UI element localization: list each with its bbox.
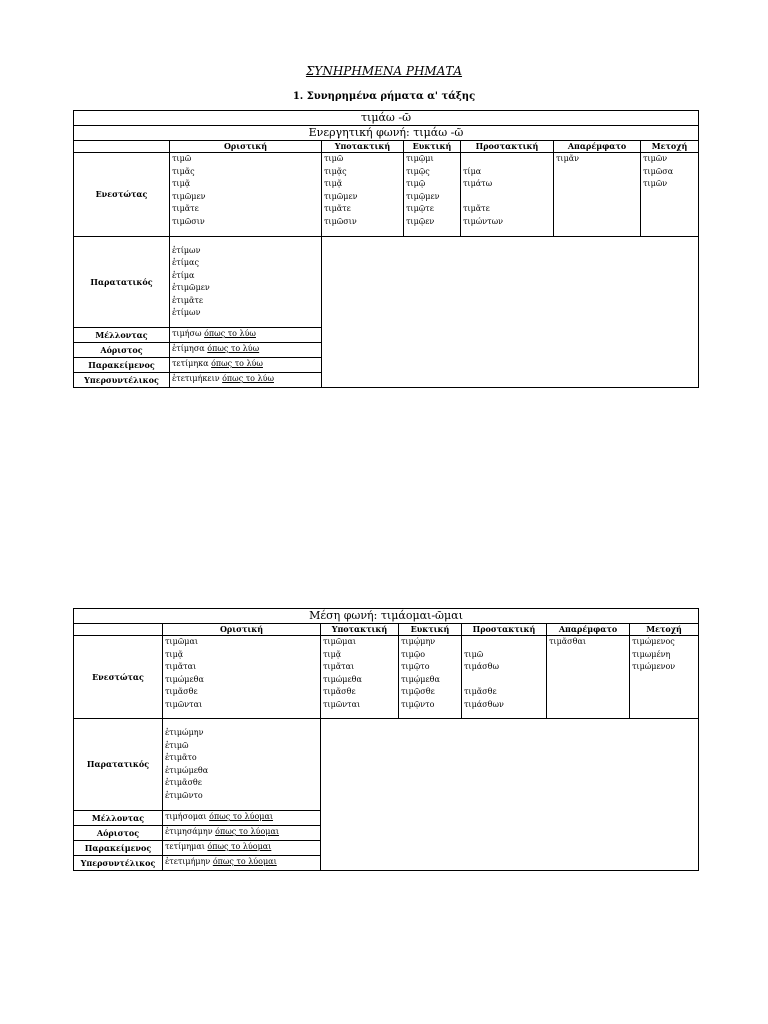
form: τιμῷντο: [401, 699, 435, 709]
perfect-form: τετίμηκα: [172, 359, 209, 368]
header-empty: [74, 141, 170, 153]
form: ἐτίμων: [172, 245, 201, 255]
form: ἐτίμων: [172, 308, 201, 317]
form: τιμᾷ: [172, 179, 191, 188]
see-also-link[interactable]: όπως το λύομαι: [215, 827, 280, 836]
header-oristiki: Οριστική: [170, 141, 322, 153]
form: τιμῶσιν: [324, 216, 357, 226]
form: τιμῷς: [406, 166, 430, 176]
future-cell: [163, 811, 321, 826]
form: τιμῶ: [324, 154, 344, 163]
form: τιμῶσα: [643, 166, 674, 176]
header-empty: [74, 624, 163, 636]
header-euktiki: Ευκτική: [399, 624, 462, 636]
active-voice-table: [73, 110, 699, 388]
blank-area: [321, 719, 699, 871]
header-aparemfato: Απαρέμφατο: [547, 624, 630, 636]
form: τιμᾶς: [172, 166, 195, 176]
present-prostaktiki-cell: [462, 636, 547, 719]
form: τιμῶσιν: [172, 216, 205, 226]
form: τιμῷεν: [406, 216, 435, 226]
present-oristiki-cell: [163, 636, 321, 719]
header-oristiki: Οριστική: [163, 624, 321, 636]
form: τιμῷ: [406, 179, 426, 188]
form: ἐτιμῶντο: [165, 790, 203, 800]
row-label-pluperfect: Υπερσυντέλικος: [74, 856, 163, 871]
form: τιμῷμεν: [406, 191, 440, 201]
row-label-future: Μέλλοντας: [74, 328, 170, 343]
form: τιμωμένη: [632, 649, 671, 659]
form: [463, 191, 551, 204]
form: τιμᾷ: [323, 649, 342, 659]
form: τιμᾷς: [324, 166, 347, 176]
form: ἐτιμῶμεν: [172, 283, 210, 292]
header-ypotaktiki: Υποτακτική: [321, 624, 399, 636]
verb-title: τιμάω -ῶ: [74, 111, 699, 126]
header-ypotaktiki: Υποτακτική: [322, 141, 404, 153]
imperfect-cell: [163, 719, 321, 811]
row-label-aorist: Αόριστος: [74, 826, 163, 841]
form: ἐτιμᾶτε: [172, 295, 204, 305]
pluperfect-form: ἐτετιμήμην: [165, 857, 211, 866]
form: τιμῶν: [643, 179, 668, 188]
form: [464, 636, 544, 649]
form: τιμώμεθα: [323, 674, 362, 684]
header-prostaktiki: Προστακτική: [462, 624, 547, 636]
row-label-imperfect: Παρατατικός: [74, 237, 170, 328]
header-prostaktiki: Προστακτική: [461, 141, 554, 153]
pluperfect-cell: [170, 373, 322, 388]
imperfect-cell: [170, 237, 322, 328]
present-euktiki-cell: [404, 153, 461, 237]
aorist-cell: [163, 826, 321, 841]
form: τιμῶμαι: [323, 637, 357, 646]
future-form: τιμήσομαι: [165, 812, 207, 821]
form: ἐτιμώμην: [165, 728, 204, 737]
row-label-future: Μέλλοντας: [74, 811, 163, 826]
present-aparemfato-cell: [554, 153, 641, 237]
form: τιμῷτε: [406, 204, 434, 213]
form: τιμώμενος: [632, 637, 675, 646]
header-metochi: Μετοχή: [630, 624, 699, 636]
form: τιμᾶτε: [324, 204, 351, 213]
header-metochi: Μετοχή: [641, 141, 699, 153]
form: τιμᾷ: [324, 179, 343, 188]
form: τιμάσθων: [464, 699, 504, 709]
form: τιμᾶτε: [463, 204, 490, 213]
form: τιμῷτο: [401, 662, 430, 671]
present-oristiki-cell: [170, 153, 322, 237]
row-label-perfect: Παρακείμενος: [74, 358, 170, 373]
form: τιμῶ: [464, 649, 484, 659]
form: τιμάσθω: [464, 662, 499, 671]
form: τιμᾶν: [556, 154, 580, 163]
form: τιμᾶτε: [172, 204, 199, 213]
see-also-link[interactable]: όπως το λύω: [211, 359, 263, 368]
row-label-present: Ενεστώτας: [74, 153, 170, 237]
form: τιμῶμεν: [172, 191, 206, 201]
present-metochi-cell: [630, 636, 699, 719]
present-prostaktiki-cell: [461, 153, 554, 237]
form: τιμῶν: [643, 154, 668, 163]
form: ἐτιμώμεθα: [165, 765, 209, 775]
present-metochi-cell: [641, 153, 699, 237]
row-label-imperfect: Παρατατικός: [74, 719, 163, 811]
form: τιμώμενον: [632, 662, 676, 671]
form: τιμάτω: [463, 179, 493, 188]
future-form: τιμήσω: [172, 329, 202, 338]
form: ἐτίμα: [172, 270, 195, 280]
form: τιμᾶσθε: [165, 687, 198, 696]
see-also-link[interactable]: όπως το λύω: [207, 344, 260, 353]
document-title: ΣΥΝΗΡΗΜΕΝΑ ΡΗΜΑΤΑ: [305, 64, 463, 78]
row-label-present: Ενεστώτας: [74, 636, 163, 719]
present-ypotaktiki-cell: [321, 636, 399, 719]
blank-area: [322, 237, 699, 388]
row-label-aorist: Αόριστος: [74, 343, 170, 358]
see-also-link[interactable]: όπως το λύομαι: [207, 842, 272, 851]
middle-voice-table: [73, 608, 699, 871]
form: τιμᾶται: [323, 662, 355, 671]
form: τιμῶμαι: [165, 637, 199, 646]
form: τιμώμεθα: [165, 674, 204, 684]
header-aparemfato: Απαρέμφατο: [554, 141, 641, 153]
see-also-link[interactable]: όπως το λύω: [222, 374, 274, 383]
pluperfect-cell: [163, 856, 321, 871]
form: τιμῶνται: [165, 699, 203, 709]
form: τιμῷο: [401, 649, 426, 659]
form: ἐτιμᾶτο: [165, 753, 197, 762]
voice-title: Ενεργητική φωνή: τιμάω -ῶ: [74, 126, 699, 141]
section-heading: 1. Συνηρημένα ρήματα α' τάξης: [292, 91, 476, 102]
row-label-pluperfect: Υπερσυντέλικος: [74, 373, 170, 388]
perfect-cell: [170, 358, 322, 373]
form: τιμῶνται: [323, 699, 361, 709]
perfect-form: τετίμημαι: [165, 842, 205, 851]
form: [463, 153, 551, 166]
aorist-cell: [170, 343, 322, 358]
form: τιμῷμι: [406, 154, 434, 163]
see-also-link[interactable]: όπως το λύομαι: [209, 812, 274, 821]
aorist-form: ἐτίμησα: [172, 344, 205, 353]
present-euktiki-cell: [399, 636, 462, 719]
form: τιμῴμεθα: [401, 674, 440, 684]
aorist-form: ἐτιμησάμην: [165, 827, 213, 836]
form: τιμῴμην: [401, 637, 436, 646]
form: τιμᾶσθε: [464, 687, 497, 696]
form: τιμᾶσθε: [323, 687, 356, 696]
form: τίμα: [463, 166, 482, 176]
form: ἐτίμας: [172, 258, 199, 267]
form: ἐτιμᾶσθε: [165, 778, 202, 787]
form: ἐτιμῶ: [165, 740, 189, 750]
form: τιμᾶσθαι: [549, 637, 586, 646]
form: τιμώντων: [463, 216, 503, 226]
future-cell: [170, 328, 322, 343]
present-ypotaktiki-cell: [322, 153, 404, 237]
form: τιμῶ: [172, 154, 192, 163]
perfect-cell: [163, 841, 321, 856]
see-also-link[interactable]: όπως το λύω: [204, 329, 256, 338]
pluperfect-form: ἐτετιμήκειν: [172, 374, 220, 383]
form: [464, 674, 544, 687]
present-aparemfato-cell: [547, 636, 630, 719]
row-label-perfect: Παρακείμενος: [74, 841, 163, 856]
form: τιμῶμεν: [324, 191, 358, 201]
voice-title: Μέση φωνή: τιμάομαι-ῶμαι: [74, 609, 699, 624]
form: τιμῷσθε: [401, 687, 435, 696]
form: τιμᾷ: [165, 649, 184, 659]
see-also-link[interactable]: όπως το λύομαι: [212, 857, 277, 866]
form: τιμᾶται: [165, 662, 197, 671]
header-euktiki: Ευκτική: [404, 141, 461, 153]
